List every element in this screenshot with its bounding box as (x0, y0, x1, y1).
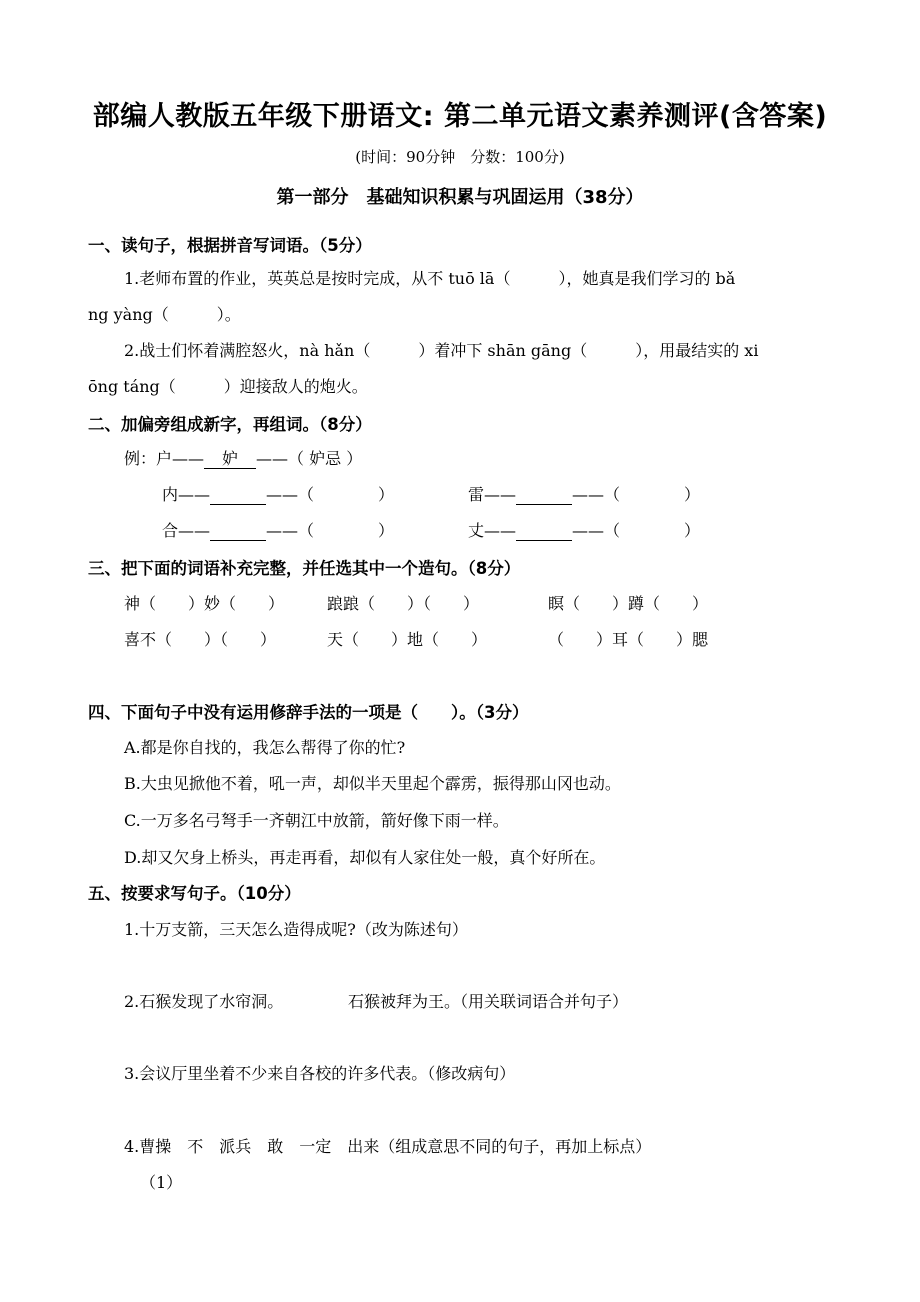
section-5-heading: 五、按要求写句子。（10分） (88, 884, 301, 903)
s3-item: 踉踉（ ）（ ） (327, 594, 480, 613)
s2-blank[interactable] (210, 486, 266, 505)
s2-blank[interactable] (516, 486, 572, 505)
s2-row-1-left (162, 482, 394, 505)
s5-question-1: 1.十万支箭，三天怎么造得成呢?（改为陈述句） (124, 920, 468, 939)
s3-item: 神（ ）妙（ ） (124, 594, 285, 613)
s1-line-1: 1.老师布置的作业，英英总是按时完成，从不 tuō lā（ ），她真是我们学习的 bǎ (124, 269, 736, 288)
s2-example-prefix: 例：户—— (124, 449, 205, 468)
exam-meta: (时间：90分钟 分数：100分) (355, 148, 565, 166)
s2-example-char: 妒 (204, 450, 256, 469)
s5-question-3: 3.会议厅里坐着不少来自各校的许多代表。（修改病句） (124, 1064, 516, 1083)
page-title: 部编人教版五年级下册语文: 第二单元语文素养测评(含答案) (92, 101, 828, 132)
s1-line-2: ng yàng（ ）。 (88, 305, 241, 324)
s2-row-1-right (468, 482, 700, 505)
s2-row-2-left (162, 518, 394, 541)
s5-question-4: 4.曹操 不 派兵 敢 一定 出来（组成意思不同的句子，再加上标点） (124, 1137, 652, 1156)
s3-item: （ ）耳（ ）腮 (548, 630, 709, 649)
s2-radical-label: 合—— (162, 521, 211, 540)
s2-example (124, 446, 362, 469)
s2-radical-label: 内—— (162, 485, 211, 504)
section-3-heading: 三、把下面的词语补充完整，并任选其中一个造句。（8分） (88, 559, 521, 578)
s2-word-blank: ——（ ） (572, 521, 701, 540)
section-1-heading: 一、读句子，根据拼音写词语。（5分） (88, 236, 372, 255)
s2-word-blank: ——（ ） (572, 485, 701, 504)
section-2-heading: 二、加偏旁组成新字，再组词。（8分） (88, 415, 372, 434)
s3-item: 瞑（ ）蹲（ ） (548, 594, 709, 613)
s3-item: 喜不（ ）（ ） (124, 630, 277, 649)
s2-radical-label: 丈—— (468, 521, 517, 540)
s5-question-2a: 2.石猴发现了水帘洞。 (124, 992, 284, 1011)
s2-blank[interactable] (516, 522, 572, 541)
s4-option-a: A.都是你自找的，我怎么帮得了你的忙? (124, 738, 406, 757)
s3-item: 天（ ）地（ ） (327, 630, 488, 649)
s2-word-blank: ——（ ） (266, 485, 395, 504)
s2-row-2-right (468, 518, 700, 541)
s4-option-b: B.大虫见掀他不着，吼一声，却似半天里起个霹雳，振得那山冈也动。 (124, 774, 621, 793)
s5-question-4-answer-1: （1） (140, 1173, 183, 1192)
part-heading: 第一部分 基础知识积累与巩固运用（38分） (276, 187, 644, 208)
s5-question-2b: 石猴被拜为王。（用关联词语合并句子） (348, 992, 629, 1011)
s2-blank[interactable] (210, 522, 266, 541)
s4-option-d: D.却又欠身上桥头，再走再看，却似有人家住处一般，真个好所在。 (124, 848, 606, 867)
s1-line-3: 2.战士们怀着满腔怒火，nà hǎn（ ）着冲下 shān gāng（ ），用最结实的 xi (124, 341, 759, 360)
s1-line-4: ōng táng（ ）迎接敌人的炮火。 (88, 377, 368, 396)
section-4-heading: 四、下面句子中没有运用修辞手法的一项是（ ）。（3分） (88, 703, 529, 722)
s2-radical-label: 雷—— (468, 485, 517, 504)
s2-example-suffix: ——（ 妒忌 ） (256, 449, 363, 468)
s2-word-blank: ——（ ） (266, 521, 395, 540)
s4-option-c: C.一万多名弓弩手一齐朝江中放箭，箭好像下雨一样。 (124, 811, 509, 830)
